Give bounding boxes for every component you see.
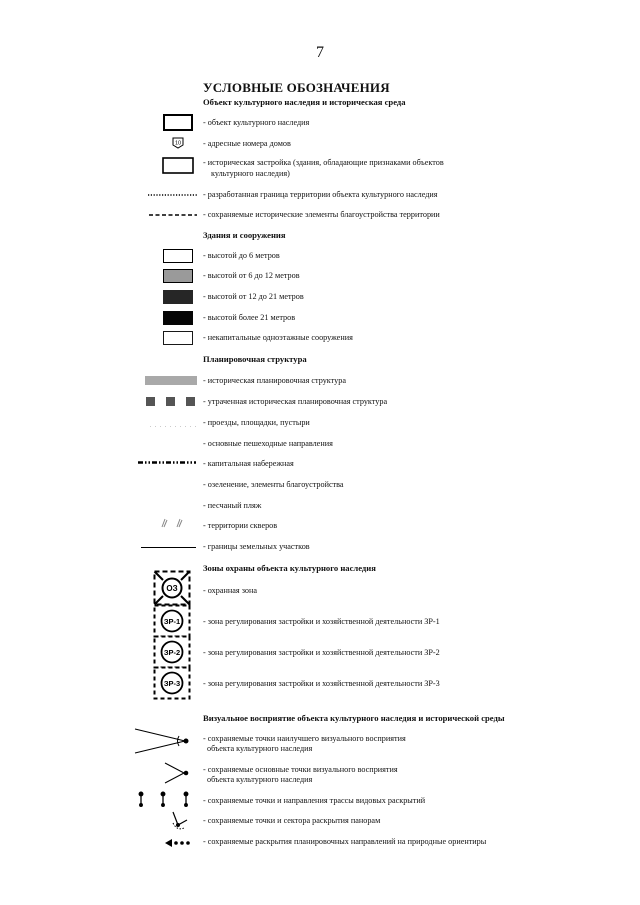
page-title: УСЛОВНЫЕ ОБОЗНАЧЕНИЯ — [203, 80, 390, 95]
zone-oz-badge-text: ОЗ — [166, 584, 178, 593]
legend-item-label: - зона регулирования застройки и хозяйственной деятельности ЗР-2 — [203, 648, 440, 657]
lost-planning-squares — [146, 397, 196, 406]
legend-item-label: - охранная зона — [203, 586, 257, 595]
legend-item-label: - высотой от 12 до 21 метров — [203, 292, 304, 301]
legend-item-label-cont: объекта культурного наследия — [207, 775, 313, 784]
section-heading-heritage: Объект культурного наследия и историческая среда — [203, 97, 406, 107]
temporary-structure-symbol — [163, 331, 193, 345]
building-tallest-symbol — [163, 311, 193, 325]
page-number: 7 — [316, 44, 324, 61]
building-high-symbol — [163, 290, 193, 304]
house-number-badge-text: 10 — [174, 140, 182, 147]
zone-zr1-badge-text: ЗР-1 — [163, 617, 181, 626]
building-mid-symbol — [163, 269, 193, 283]
section-heading-protection-zones: Зоны охраны объекта культурного наследия — [203, 563, 376, 573]
legend-item-label: - территории скверов — [203, 521, 278, 530]
arrow-dots-icon — [165, 838, 195, 848]
embankment-dash-dot-line — [138, 460, 196, 465]
protection-zone-oz-icon — [153, 570, 191, 606]
legend-item-label: - адресные номера домов — [203, 139, 291, 148]
legend-item-label: - сохраняемые точки и направления трассы видовых раскрытий — [203, 796, 426, 805]
legend-item-label: - основные пешеходные направления — [203, 439, 333, 448]
legend-item-label: - высотой от 6 до 12 метров — [203, 271, 300, 280]
view-cone-wide-icon — [135, 727, 191, 755]
legend-item-label: - некапитальные одноэтажные сооружения — [203, 333, 353, 342]
legend-item-label: - объект культурного наследия — [203, 118, 310, 127]
legend-item-label: - сохраняемые раскрытия планировочных направлений на природные ориентиры — [203, 837, 487, 846]
legend-item-label: - песчаный пляж — [203, 501, 262, 510]
legend-item-label: - зона регулирования застройки и хозяйственной деятельности ЗР-3 — [203, 679, 440, 688]
legend-item-label: - историческая застройка (здания, обладающие признаками объектов — [203, 158, 444, 167]
zone-zr2-icon — [153, 635, 191, 669]
historic-building-symbol — [162, 157, 194, 174]
house-number-icon — [172, 137, 184, 149]
building-low-symbol — [163, 249, 193, 263]
legend-item-label: - капитальная набережная — [203, 459, 294, 468]
legend-item-label: - сохраняемые точки и сектора раскрытия панорам — [203, 816, 381, 825]
land-plot-boundary-line — [141, 546, 196, 549]
legend-item-label: - проезды, площадки, пустыри — [203, 418, 310, 427]
legend-item-label: - озеленение, элементы благоустройства — [203, 480, 344, 489]
view-direction-arrows-icon — [137, 791, 193, 807]
section-heading-visual-perception: Визуальное восприятие объекта культурного наследия и исторической среды — [203, 713, 505, 723]
faint-dots-symbol — [150, 425, 198, 428]
panorama-sector-icon — [170, 809, 190, 833]
section-heading-planning: Планировочная структура — [203, 354, 307, 364]
legend-item-label: - границы земельных участков — [203, 542, 310, 551]
legend-item-label: - высотой до 6 метров — [203, 251, 280, 260]
historic-planning-band — [145, 376, 197, 385]
legend-item-label-cont: объекта культурного наследия — [207, 744, 313, 753]
legend-item-label: - утраченная историческая планировочная структура — [203, 397, 388, 406]
legend-item-label: - высотой более 21 метров — [203, 313, 296, 322]
view-cone-small-icon — [163, 762, 191, 784]
legend-item-label-cont: культурного наследия) — [211, 169, 290, 178]
section-heading-buildings: Здания и сооружения — [203, 230, 286, 240]
legend-item-label: - зона регулирования застройки и хозяйственной деятельности ЗР-1 — [203, 617, 440, 626]
dotted-boundary-line — [148, 193, 198, 197]
legend-item-label: - сохраняемые точки наилучшего визуального восприятия — [203, 734, 406, 743]
heritage-object-symbol — [163, 114, 193, 131]
square-leaf-icon — [160, 517, 186, 529]
zone-zr1-icon — [153, 604, 191, 638]
legend-item-label: - историческая планировочная структура — [203, 376, 346, 385]
zone-zr3-icon — [153, 666, 191, 700]
legend-item-label: - сохраняемые исторические элементы благоустройства территории — [203, 210, 440, 219]
dashed-line-symbol — [149, 213, 197, 217]
zone-zr2-badge-text: ЗР-2 — [163, 648, 181, 657]
legend-item-label: - сохраняемые основные точки визуального восприятия — [203, 765, 398, 774]
zone-zr3-badge-text: ЗР-3 — [163, 679, 181, 688]
legend-item-label: - разработанная граница территории объекта культурного наследия — [203, 190, 438, 199]
